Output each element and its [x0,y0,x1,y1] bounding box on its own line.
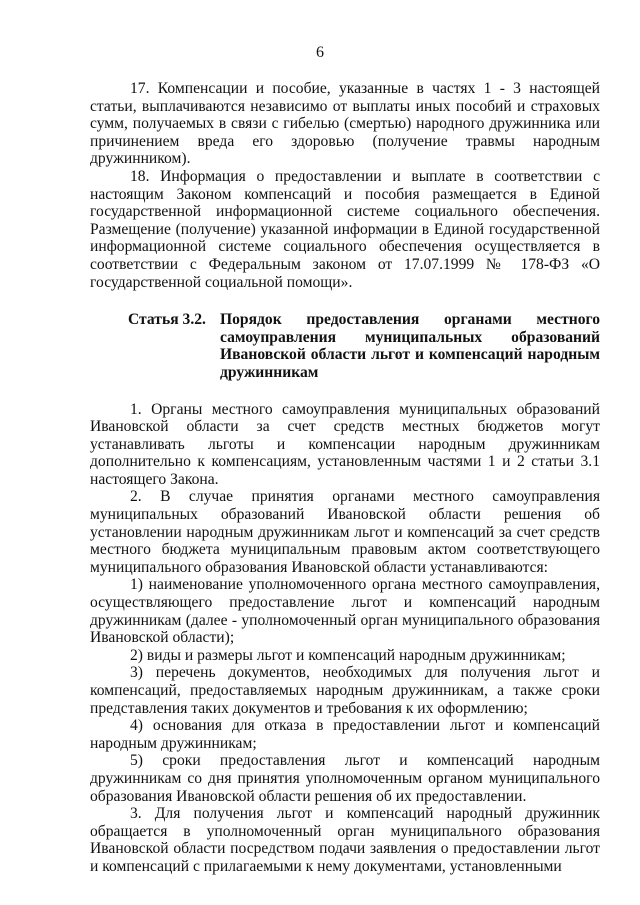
article-part-2: 2. В случае принятия органами местного самоуправления муниципальных образований Ивановской области решения об установлении народным дружинникам льгот и компенсаций за счет средств местного бюджета муниципальным правовым актом соответствующего муниципального образования Ивановской области устанавливаются: [90,488,600,576]
article-part-3: 3. Для получения льгот и компенсаций народный дружинник обращается в уполномоченный орган муниципального образования Ивановской области посредством подачи заявления о предоставлении льгот и компенсаций с прилагаемыми к нему документами, установленными [90,805,600,875]
article-part-2-item-5: 5) сроки предоставления льгот и компенсаций народным дружинникам со дня принятия уполномоченным органом муниципального образования Ивановской области решения об их предоставлении. [90,752,600,805]
article-part-2-item-1: 1) наименование уполномоченного органа местного самоуправления, осуществляющего предоставление льгот и компенсаций народным дружинникам (далее - уполномоченный орган муниципального образования Ивановской области); [90,576,600,647]
article-title: Порядок предоставления органами местного самоуправления муниципальных образований Ивановской области льгот и компенсаций народным дружинникам [220,311,600,381]
article-number: Статья 3.2. [128,311,206,329]
document-body [90,80,600,876]
article-part-2-item-4: 4) основания для отказа в предоставлении льгот и компенсаций народным дружинникам; [90,717,600,752]
page-number: 6 [316,44,324,61]
paragraph-17: 17. Компенсации и пособие, указанные в частях 1 - 3 настоящей статьи, выплачиваются независимо от выплаты иных пособий и страховых сумм, получаемых в связи с гибелью (смертью) народного дружинника или причинением вреда его здоровью (получение травмы народным дружинником). [90,80,600,168]
article-part-1: 1. Органы местного самоуправления муниципальных образований Ивановской области за счет средств местных бюджетов могут устанавливать льготы и компенсации народным дружинникам дополнительно к компенсациям, установленным частями 1 и 2 статьи 3.1 настоящего Закона. [90,400,600,488]
article-part-2-item-2: 2) виды и размеры льгот и компенсаций народным дружинникам; [130,646,566,664]
paragraph-18: 18. Информация о предоставлении и выплате в соответствии с настоящим Законом компенсаций и пособия размещается в Единой государственной информационной системе социального обеспечения. Размещение (получение) указанной информации в Единой государственной информационной системе социального обеспечения осуществляется в соответствии с Федеральным законом от 17.07.1999 № 178-ФЗ «О государственной социальной помощи». [90,167,600,291]
article-heading [128,311,600,381]
article-part-2-item-3: 3) перечень документов, необходимых для получения льгот и компенсаций, предоставляемых народным дружинникам, а также сроки представления таких документов и требования к их оформлению; [90,664,600,717]
